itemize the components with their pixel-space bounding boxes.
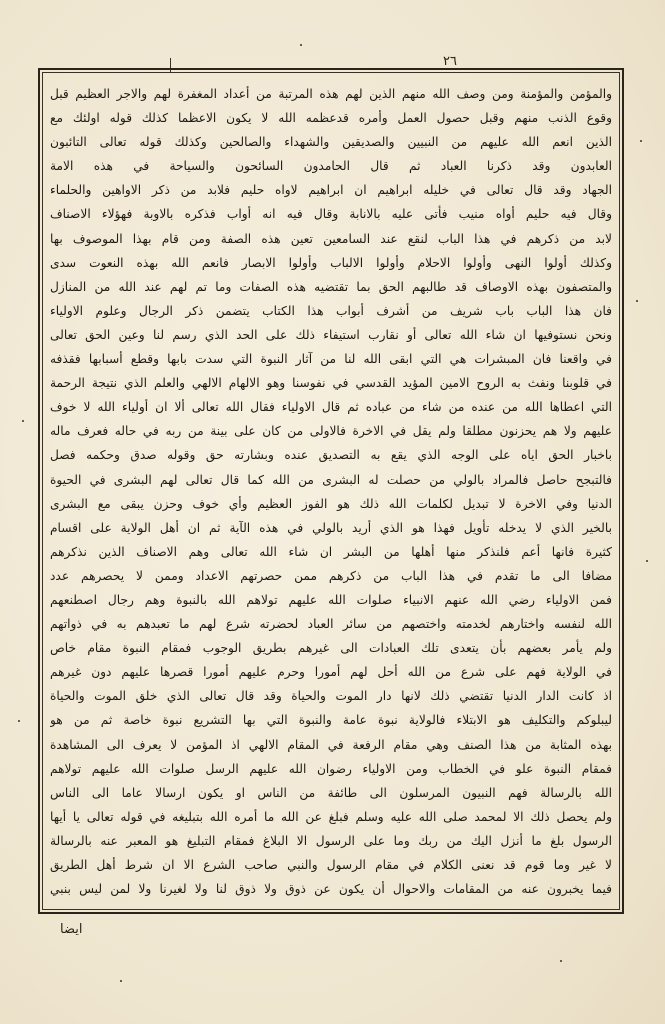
text-line: وقوع الذنب منهم وقبل حصول العمل وأمره قدعظمه الله لا يكون الاعظما كذلك قوله اولئك مع (50, 111, 612, 126)
text-line: في قلوبنا ونفث به الروح الامين المؤيد القدسي في نفوسنا وهو الالهام الالهي والعلم الذي نتيجة الرحمة (50, 376, 612, 391)
text-line: الدنيا وفي الاخرة لا تبديل لكلمات الله ذلك هو الفوز العظيم وأي خوف وحزن يبقى مع البشرى (50, 496, 612, 511)
text-line: كثيرة فانها أعم فلنذكر منها أهلها من البشر ان شاء الله تعالى وهم الاصناف الذين نذكرهم (50, 544, 612, 559)
text-line: بالخير الذي لا يدخله تأويل فهذا هو الذي أريد بالولي في هذه الآية ثم ان أهل الولاية على اقسام (50, 520, 612, 535)
text-line: فان هذا الباب باب شريف من أشرف أبواب هذا الكتاب يتضمن ذكر الرجال وعلوم الاولياء (50, 303, 612, 318)
text-line: في واقعنا فان المبشرات هي التي ابقى الله لنا من آثار النبوة التي سدت بابها وقطع أسبابها فقذفه (50, 352, 612, 367)
text-line: العابدون وقد ذكرنا العباد ثم قال الحامدون السائحون والسياحة في هذه الامة (50, 159, 612, 174)
paper-speck (18, 720, 20, 722)
text-line: الذين انعم الله عليهم من النبيين والصديقين والشهداء والصالحين وكذلك قوله تعالى التائبون (50, 135, 612, 150)
text-line: وقال فيه حليم أواه منيب فأتى عليه بالانابة وقال فيه انه أواب فذكره بالاوبة فهؤلاء الاصناف (50, 207, 612, 222)
text-line: فمن الاولياء رضي الله عنهم الانبياء صلوات الله عليهم تولاهم الله بالنبوة وهم رجال اصطنعهم (50, 592, 612, 607)
text-line: التي اعطاها الله من عنده من شاء من عباده ثم قال الاولياء فقال الله تعالى ألا ان أولياء الله لا خوف (50, 400, 612, 415)
paper-speck (640, 140, 642, 142)
text-line: والمؤمن والمؤمنة ومن وصف الله منهم الذين لهم هذه المرتبة من أعداد المغفرة لهم والاجر العظيم قبل (50, 87, 612, 101)
paper-speck (636, 300, 638, 302)
text-line: باخبار الحق اياه على الوجه الذي يقع به التصديق عنده وبشارته حق وقوله صدق وحكمه فصل (50, 448, 612, 463)
text-line: والمتصفون بهذه الاوصاف قد طالبهم الحق بما تقتضيه هذه الصفات وما تم لهم عند الله من المنازل (50, 279, 612, 294)
text-line: ونحن نستوفيها ان شاء الله تعالى أو نقارب استيفاء ذلك على الحد الذي رسم لنا وعين الحق تعالى (50, 327, 612, 342)
text-line: لابد من ذكرهم في هذا الباب لنقع عند السامعين تعين هذه الصفة ومن قام بهذا الموصوف بها (50, 231, 612, 246)
text-line: الله لنفسه واختارهم لخدمته واختصهم من سائر العباد لحضرته شرع لهم ما تعبدهم به في ذواتهم (50, 617, 612, 632)
text-line: عليهم ولا هم يحزنون مطلقا ولم يقل في الاخرة فالاولى من كان على بينة من ربه في حاله فعرف ماله (50, 424, 612, 439)
text-line: الجهاد وقد قال تعالى في خليله ابراهيم ان ابراهيم لاواه حليم فلابد من ذكر الاواهين والحلماء (50, 183, 612, 198)
paper-speck (300, 44, 302, 46)
text-line: فمقام النبوة علو في الخطاب ومن الاولياء رضوان الله عليهم الرسل صلوات الله عليهم تولاهم (50, 761, 612, 776)
text-line: اذ كانت الدار الدنيا تقتضي ذلك لانها دار الموت والحياة وقد قال تعالى الذي خلق الموت والحياة (50, 689, 612, 704)
text-line: لا غير وما قوم قد نعنى الكلام في مقام الرسول والنبي صاحب الشرع الا ان شرط أهل الطريق (50, 858, 612, 872)
text-line: ليبلوكم والتكليف هو الابتلاء فالولاية نبوة عامة والنبوة التي بها التشريع نبوة خاصة ثم من هو (50, 713, 612, 728)
text-line: فيما يخبرون عنه من المقامات والاحوال أن يكون عن ذوق ولا ذوق لنا ولا لغيرنا ولا لمن ليس بنبي (50, 882, 612, 897)
page-number: ٢٦ (443, 54, 457, 69)
catchword: ايضا (60, 922, 83, 937)
paper-speck (646, 560, 648, 562)
paper-speck (22, 420, 24, 422)
text-line: في الولاية فهم على شرع من الله أحل لهم أمورا وحرم عليهم أمورا قصرها عليهم دون غيرهم (50, 665, 612, 680)
text-line: الله بالرسالة فهم النبيون المرسلون الى طائفة من الناس او يكون ارسالا عاما الى الناس (50, 785, 612, 800)
text-line: بهذه المثابة من هذا الصنف وهي مقام الرفعة في المقام الالهي اذ المؤمن لا يعرف الى المشاهدة (50, 737, 612, 752)
text-line: فالتبجح حاصل فالمراد بالولي من حصلت له البشرى من الله كما قال تعالى لهم البشرى في الحيوة (50, 472, 612, 487)
paper-speck (560, 960, 562, 962)
text-line: ولم يحصل ذلك الا لمحمد صلى الله عليه وسلم فبلغ عن الله ما أمره الله بتبليغه في قوله تعالى يا أيها (50, 809, 612, 824)
text-line: وكذلك أولوا النهى وأولوا الاحلام وأولوا الالباب وأولوا الابصار فانعم الله بهذه النعوت سدى (50, 255, 612, 270)
paper-speck (120, 980, 122, 982)
text-line: ولم يأمر بعضهم بأن يتعدى تلك العبادات الى غيرهم بطريق الوجوب فمقام النبوة مقام خاص (50, 641, 612, 656)
text-line: الرسول بلغ ما أنزل اليك من ربك وما على الرسول الا البلاغ فمقام التبليغ هو المعبر عنه بالرسالة (50, 833, 612, 848)
body-text (50, 82, 612, 900)
text-line: مضافا الى ما تقدم في هذا الباب من ذكرهم ممن حصرتهم الاعداد وممن لا يحصرهم عدد (50, 568, 612, 583)
